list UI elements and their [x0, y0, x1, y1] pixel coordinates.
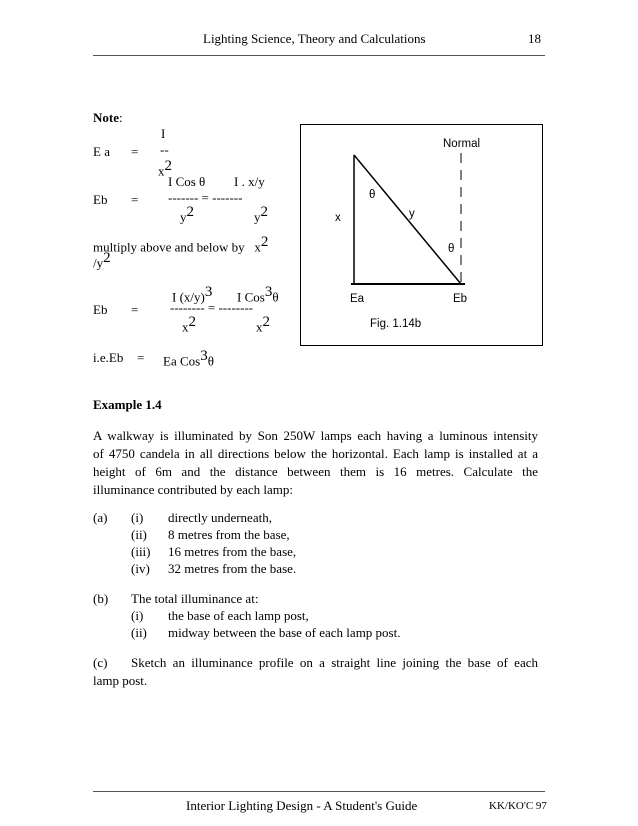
- header-rule: [93, 55, 545, 56]
- ea-den-exp: 2: [164, 158, 172, 174]
- part-a-item-num: (i): [131, 510, 144, 525]
- intro-line-2: of 4750 candela in all directions below the horizontal. Each lamp is installed at a: [93, 446, 538, 461]
- multiply-x-exp: 2: [260, 234, 269, 250]
- ea-den-base: x: [158, 163, 165, 179]
- eb2-num1-base: I (x/y): [172, 289, 205, 305]
- figure-diagram: [301, 125, 544, 347]
- ie-equals: =: [137, 350, 145, 365]
- figure-caption: Fig. 1.14b: [370, 318, 422, 330]
- part-b-item-num: (i): [131, 608, 144, 623]
- part-b-item-text: the base of each lamp post,: [168, 608, 309, 623]
- eb2-lhs: Eb: [93, 302, 108, 317]
- ie-rhs: [163, 348, 214, 369]
- normal-label: Normal: [443, 138, 481, 150]
- ie-rhs-exp: 3: [200, 348, 208, 364]
- part-a-item-num: (iv): [131, 561, 150, 576]
- example-heading-text: Example 1.4: [93, 397, 162, 412]
- eb2-num1-exp: 3: [204, 284, 213, 300]
- eb2-den1-exp: 2: [188, 314, 196, 330]
- eb2-bar: -------- = --------: [170, 300, 254, 315]
- intro-line-3: height of 6m and the distance between them is 16 metres. Calculate the: [93, 464, 538, 479]
- part-c-label: (c): [93, 655, 108, 670]
- eb1-den2-base: y: [254, 209, 261, 225]
- eb1-den1-base: y: [180, 209, 187, 225]
- theta-bottom-label: θ: [448, 243, 455, 255]
- ea-label: Ea: [350, 293, 365, 305]
- eb2-den2-base: x: [256, 319, 263, 335]
- ea-bar: --: [160, 142, 169, 157]
- eb1-num2: I . x/y: [234, 174, 265, 189]
- part-a-item-num: (ii): [131, 527, 147, 542]
- note-heading-text: Note: [93, 110, 119, 125]
- intro-line-1: A walkway is illuminated by Son 250W lamps each having a luminous intensity: [93, 428, 538, 443]
- eb2-num2-base: I Cos: [237, 289, 265, 305]
- part-a-item-text: 8 metres from the base,: [168, 527, 290, 542]
- part-c-line1: Sketch an illuminance profile on a straight line joining the base of each: [131, 655, 538, 670]
- multiply-y: [93, 250, 111, 271]
- ie-rhs-base: Ea Cos: [163, 353, 201, 369]
- eb2-den1-base: x: [182, 319, 189, 335]
- eb1-den2: [254, 204, 268, 225]
- eb1-den1: [180, 204, 194, 225]
- theta-top-label: θ: [369, 189, 376, 201]
- ie-rhs-tail: θ: [207, 353, 214, 369]
- eb1-num1: I Cos θ: [168, 174, 206, 189]
- eb-label: Eb: [453, 293, 468, 305]
- ie-lhs: i.e.Eb: [93, 350, 124, 365]
- eb2-num2-tail: θ: [272, 289, 279, 305]
- part-b-label: (b): [93, 591, 109, 606]
- example-heading: [93, 397, 162, 413]
- part-a-item-num: (iii): [131, 544, 151, 559]
- eb2-den2-exp: 2: [262, 314, 270, 330]
- part-c-line2: lamp post.: [93, 673, 148, 688]
- header-title: Lighting Science, Theory and Calculations: [203, 31, 426, 46]
- eb1-bar: ------- = -------: [168, 190, 243, 205]
- page-number: 18: [528, 31, 541, 46]
- part-b-item-text: midway between the base of each lamp post.: [168, 625, 401, 640]
- multiply-phrase: multiply above and below by: [93, 239, 245, 255]
- part-b-text: The total illuminance at:: [131, 591, 259, 606]
- y-label: y: [409, 208, 415, 220]
- ea-equals: =: [131, 144, 139, 159]
- part-a-item-text: directly underneath,: [168, 510, 272, 525]
- multiply-y-base: /y: [93, 255, 104, 271]
- example-intro: [93, 427, 538, 499]
- hypotenuse-line: [354, 155, 461, 284]
- note-heading-colon: :: [119, 110, 123, 125]
- eb1-equals: =: [131, 192, 139, 207]
- footer-rule: [93, 791, 545, 792]
- part-a-item-text: 32 metres from the base.: [168, 561, 297, 576]
- eb2-den1: [182, 314, 196, 335]
- part-a-label: (a): [93, 510, 108, 525]
- eb1-den1-exp: 2: [186, 204, 194, 220]
- eb2-equals: =: [131, 302, 139, 317]
- note-heading: [93, 110, 123, 126]
- part-b-item-num: (ii): [131, 625, 147, 640]
- footer-title: Interior Lighting Design - A Student's Guide: [186, 798, 418, 813]
- x-label: x: [335, 212, 341, 224]
- multiply-x: x: [254, 239, 261, 255]
- multiply-y-exp: 2: [103, 250, 111, 266]
- footer-code: KK/KO'C 97: [489, 800, 547, 812]
- multiply-text: [93, 234, 268, 255]
- eb2-den2: [256, 314, 270, 335]
- ea-lhs: E a: [93, 144, 110, 159]
- intro-line-4: illuminance contributed by each lamp:: [93, 482, 293, 497]
- part-a-item-text: 16 metres from the base,: [168, 544, 297, 559]
- eb1-den2-exp: 2: [260, 204, 268, 220]
- figure-box: [300, 124, 543, 346]
- eb2-num2-exp: 3: [264, 284, 273, 300]
- eb1-lhs: Eb: [93, 192, 108, 207]
- ea-numerator: I: [161, 126, 166, 141]
